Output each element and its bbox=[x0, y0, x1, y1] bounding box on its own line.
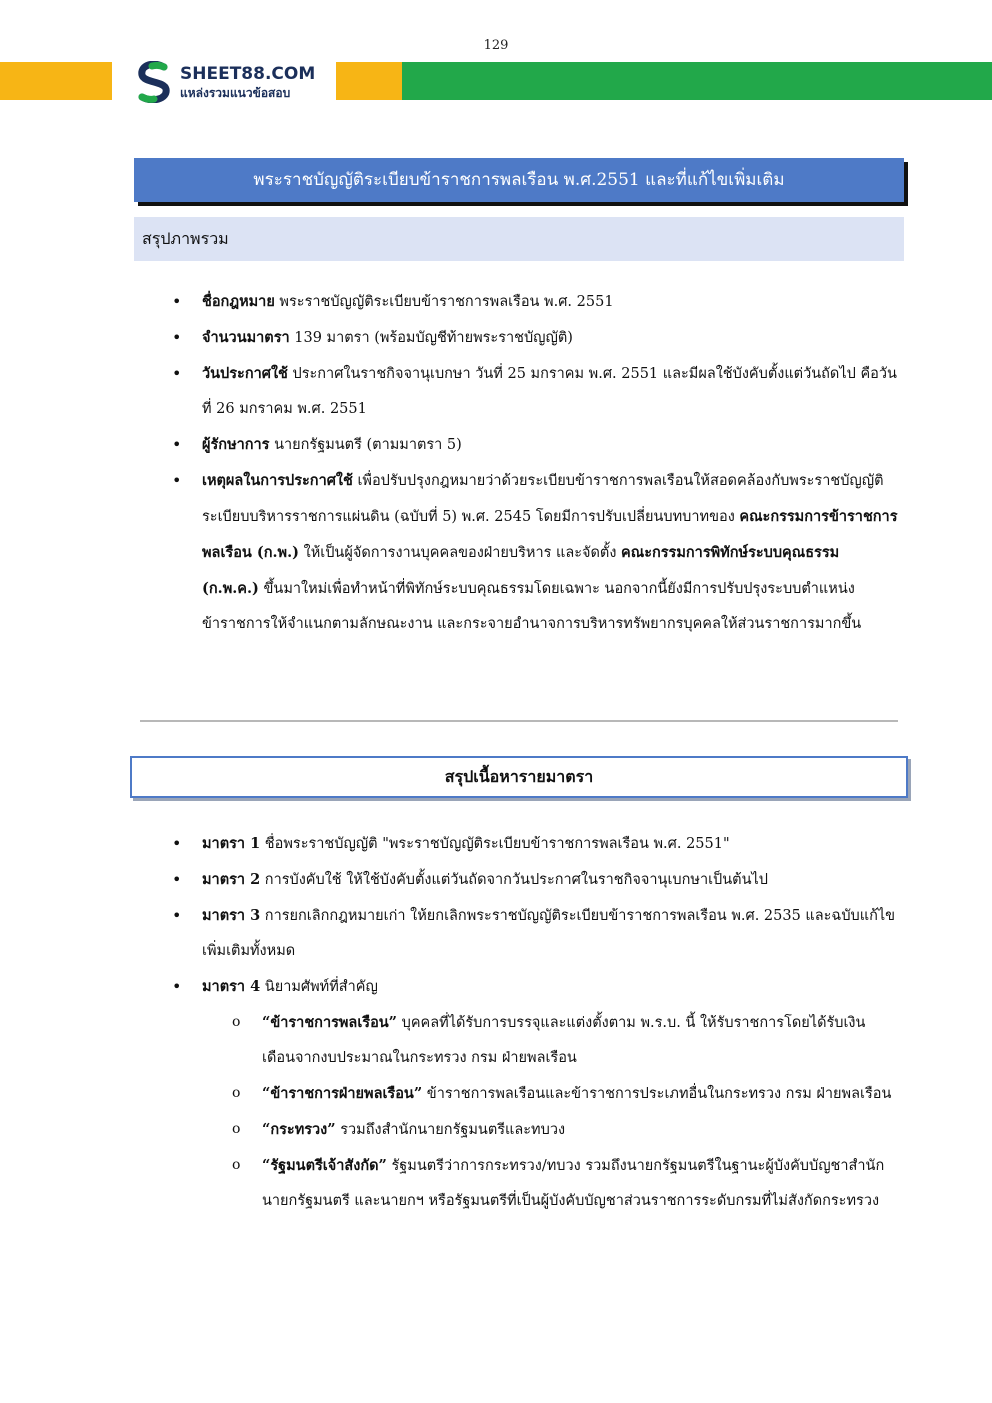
definition-item: o “รัฐมนตรีเจ้าสังกัด” รัฐมนตรีว่าการกระทรวง/ทบวง รวมถึงนายกรัฐมนตรีในฐานะผู้บังคับบัญชาสำนักนายกรัฐมนตรี และนายกฯ หรือรัฐมนตรีที่เป็นผู้บังคับบัญชาส่วนราชการระดับกรมที่ไม่สังกัดกระทรวง bbox=[262, 1148, 898, 1219]
header-bar-yellow-mid bbox=[336, 62, 402, 100]
header-bar-yellow-left bbox=[0, 62, 112, 100]
list-item: • ผู้รักษาการ นายกรัฐมนตรี (ตามมาตรา 5) bbox=[202, 427, 898, 463]
page-number: 129 bbox=[483, 38, 509, 53]
document-title-banner: พระราชบัญญัติระเบียบข้าราชการพลเรือน พ.ศ.2551 และที่แก้ไขเพิ่มเติม bbox=[134, 158, 904, 202]
overview-list bbox=[202, 284, 898, 642]
header-bar-green bbox=[402, 62, 992, 100]
definitions-list bbox=[262, 1005, 898, 1219]
list-item: • มาตรา 3 การยกเลิกกฎหมายเก่า ให้ยกเลิกพระราชบัญญัติระเบียบข้าราชการพลเรือน พ.ศ. 2535 และฉบับแก้ไขเพิ่มเติมทั้งหมด bbox=[202, 898, 898, 969]
list-item: • ชื่อกฎหมาย พระราชบัญญัติระเบียบข้าราชการพลเรือน พ.ศ. 2551 bbox=[202, 284, 898, 320]
definition-item: o “ข้าราชการฝ่ายพลเรือน” ข้าราชการพลเรือนและข้าราชการประเภทอื่นในกระทรวง กรม ฝ่ายพลเรือน bbox=[262, 1076, 898, 1112]
section-divider bbox=[140, 720, 898, 722]
list-item: • วันประกาศใช้ ประกาศในราชกิจจานุเบกษา วันที่ 25 มกราคม พ.ศ. 2551 และมีผลใช้บังคับตั้งแต่วันถัดไป คือวันที่ 26 มกราคม พ.ศ. 2551 bbox=[202, 356, 898, 427]
sheet88-logo-icon bbox=[134, 61, 174, 103]
brand-logo bbox=[134, 60, 315, 104]
definition-item: o “ข้าราชการพลเรือน” บุคคลที่ได้รับการบรรจุและแต่งตั้งตาม พ.ร.บ. นี้ ให้รับราชการโดยได้รับเงินเดือนจากงบประมาณในกระทรวง กรม ฝ่ายพลเรือน bbox=[262, 1005, 898, 1076]
articles-list bbox=[202, 826, 898, 1219]
definition-item: o “กระทรวง” รวมถึงสำนักนายกรัฐมนตรีและทบวง bbox=[262, 1112, 898, 1148]
articles-section-header: สรุปเนื้อหารายมาตรา bbox=[130, 756, 908, 798]
list-item: • มาตรา 4 นิยามศัพท์ที่สำคัญ o “ข้าราชการพลเรือน” บุคคลที่ได้รับการบรรจุและแต่งตั้งตาม พ.ร.บ. นี้ ให้รับราชการโดยได้รับเงินเดือนจากงบประมาณในกระทรวง กรม ฝ่ายพลเรือน o “ข้าราชการฝ่ายพลเรือน” ข้าราชการพลเรือนและข้าราชการประเภทอื่นในกระทรวง กรม ฝ่ายพลเรือน o “กระทรวง” รวมถึงสำนักนายกรัฐมนตรีและทบวง o “รัฐมนตรีเจ้าสังกัด” รัฐมนตรีว่าการกระทรวง/ทบวง รวมถึงนายกรัฐมนตรีในฐานะผู้บังคับบัญชาสำนักนายกรัฐมนตรี และนายกฯ หรือรัฐมนตรีที่เป็นผู้บังคับบัญชาส่วนราชการระดับกรมที่ไม่สังกัดกระทรวง bbox=[202, 969, 898, 1219]
list-item: • เหตุผลในการประกาศใช้ เพื่อปรับปรุงกฎหมายว่าด้วยระเบียบข้าราชการพลเรือนให้สอดคล้องกับพระราชบัญญัติระเบียบบริหารราชการแผ่นดิน (ฉบับที่ 5) พ.ศ. 2545 โดยมีการปรับเปลี่ยนบทบาทของ คณะกรรมการข้าราชการพลเรือน (ก.พ.) ให้เป็นผู้จัดการงานบุคคลของฝ่ายบริหาร และจัดตั้ง คณะกรรมการพิทักษ์ระบบคุณธรรม (ก.พ.ค.) ขึ้นมาใหม่เพื่อทำหน้าที่พิทักษ์ระบบคุณธรรมโดยเฉพาะ นอกจากนี้ยังมีการปรับปรุงระบบตำแหน่งข้าราชการให้จำแนกตามลักษณะงาน และกระจายอำนาจการบริหารทรัพยากรบุคคลให้ส่วนราชการมากขึ้น bbox=[202, 463, 898, 642]
overview-section-header: สรุปภาพรวม bbox=[134, 217, 904, 261]
brand-name: SHEET88.COM bbox=[180, 63, 316, 84]
list-item: • มาตรา 2 การบังคับใช้ ให้ใช้บังคับตั้งแต่วันถัดจากวันประกาศในราชกิจจานุเบกษาเป็นต้นไป bbox=[202, 862, 898, 898]
brand-tagline: แหล่งรวมแนวข้อสอบ bbox=[180, 85, 291, 100]
list-item: • มาตรา 1 ชื่อพระราชบัญญัติ "พระราชบัญญัติระเบียบข้าราชการพลเรือน พ.ศ. 2551" bbox=[202, 826, 898, 862]
list-item: • จำนวนมาตรา 139 มาตรา (พร้อมบัญชีท้ายพระราชบัญญัติ) bbox=[202, 320, 898, 356]
